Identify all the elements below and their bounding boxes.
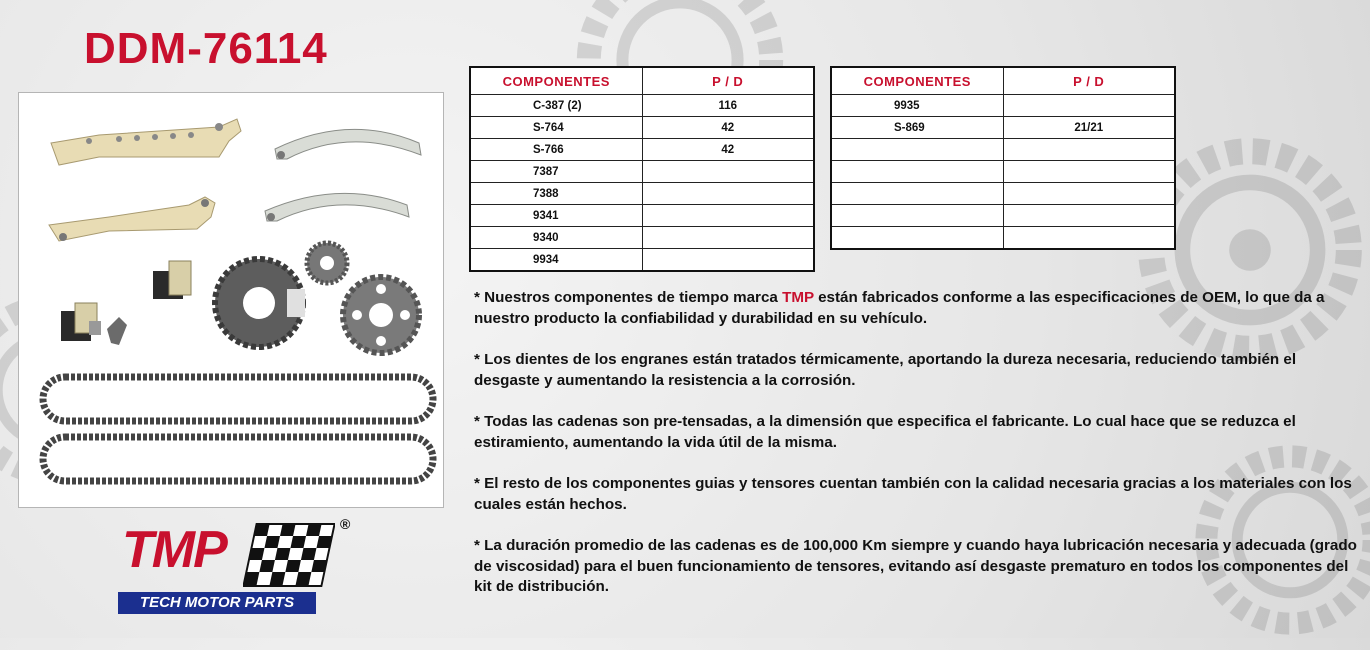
registered-mark: ®	[340, 516, 351, 532]
table-row	[470, 227, 814, 249]
product-notes	[474, 288, 1364, 619]
chain-tensioner-icon	[153, 261, 191, 299]
component-code: S-869	[831, 117, 1003, 139]
component-code	[831, 161, 1003, 183]
pd-value	[1003, 161, 1175, 183]
note-guides-tensioners: * El resto de los componentes guias y tensores cuentan también con la calidad necesaria gracias a los materiales con los cuales están hechos.	[474, 475, 1352, 513]
component-code: 9934	[470, 249, 642, 272]
note-text: están fabricados conforme a las especificaciones de OEM, lo que da a nuestro producto la confiabilidad y durabilidad en su vehículo.	[474, 289, 1325, 327]
pd-value	[642, 205, 814, 227]
product-code-title: DDM-76114	[84, 24, 328, 73]
logo-brand: TMP	[122, 521, 226, 579]
table-row	[470, 117, 814, 139]
pd-value	[642, 161, 814, 183]
component-code: 7387	[470, 161, 642, 183]
table-row	[470, 161, 814, 183]
product-photo	[18, 92, 444, 508]
pd-value	[1003, 227, 1175, 250]
table-row	[470, 205, 814, 227]
table-row	[470, 95, 814, 117]
timing-kit-illustration	[19, 93, 443, 507]
note-text: * Nuestros componentes de tiempo marca	[474, 289, 783, 306]
note-gear-teeth: * Los dientes de los engranes están tratados térmicamente, aportando la dureza necesaria, reduciendo también el desgaste y aumentando la resistencia a la corrosión.	[474, 351, 1297, 389]
pd-value	[642, 227, 814, 249]
timing-chain-icon	[43, 377, 433, 421]
table-row	[470, 183, 814, 205]
table-row	[470, 249, 814, 272]
component-code: S-766	[470, 139, 642, 161]
column-header-pd: P / D	[1003, 67, 1175, 95]
component-code	[831, 205, 1003, 227]
table-row	[831, 139, 1175, 161]
table-row	[831, 227, 1175, 250]
chain-tensioner-icon	[61, 303, 127, 345]
components-table-right	[830, 66, 1176, 250]
column-header-componentes: COMPONENTES	[831, 67, 1003, 95]
pd-value: 42	[642, 139, 814, 161]
pd-value	[1003, 95, 1175, 117]
table-row	[831, 117, 1175, 139]
brand-highlight: TMP	[782, 289, 814, 306]
component-code	[831, 183, 1003, 205]
tensioner-arm-icon	[265, 193, 409, 221]
component-code	[831, 227, 1003, 250]
tensioner-arm-icon	[275, 129, 421, 159]
pd-value	[1003, 139, 1175, 161]
chain-guide-rail-icon	[49, 197, 215, 241]
chain-guide-rail-icon	[51, 119, 241, 165]
component-code: 9935	[831, 95, 1003, 117]
pd-value	[1003, 205, 1175, 227]
camshaft-sprocket-icon	[343, 277, 419, 353]
camshaft-sprocket-icon	[215, 259, 305, 347]
crankshaft-sprocket-icon	[307, 243, 347, 283]
column-header-componentes: COMPONENTES	[470, 67, 642, 95]
table-row	[470, 139, 814, 161]
component-code: S-764	[470, 117, 642, 139]
pd-value: 42	[642, 117, 814, 139]
pd-value	[642, 183, 814, 205]
component-code	[831, 139, 1003, 161]
tmp-logo	[118, 516, 358, 616]
note-chains: * Todas las cadenas son pre-tensadas, a la dimensión que especifica el fabricante. Lo cual hace que se reduzca el estiramiento, aumentando la vida útil de la misma.	[474, 413, 1296, 451]
component-code: 7388	[470, 183, 642, 205]
components-table-left	[469, 66, 815, 272]
logo-tagline: TECH MOTOR PARTS	[118, 592, 316, 614]
component-code: 9340	[470, 227, 642, 249]
table-row	[831, 95, 1175, 117]
pd-value	[642, 249, 814, 272]
table-row	[831, 205, 1175, 227]
column-header-pd: P / D	[642, 67, 814, 95]
checkered-flag-icon	[243, 522, 335, 588]
table-row	[831, 183, 1175, 205]
pd-value	[1003, 183, 1175, 205]
note-quality	[474, 288, 1364, 329]
note-chain-life: * La duración promedio de las cadenas es de 100,000 Km siempre y cuando haya lubricación necesaria y adecuada (grado de viscosidad) para el buen funcionamiento de tensores, evitando así desgaste prematuro en todos los componentes del kit de distribución.	[474, 537, 1357, 595]
timing-chain-icon	[43, 437, 433, 481]
pd-value: 116	[642, 95, 814, 117]
component-code: 9341	[470, 205, 642, 227]
table-row	[831, 161, 1175, 183]
pd-value: 21/21	[1003, 117, 1175, 139]
component-code: C-387 (2)	[470, 95, 642, 117]
